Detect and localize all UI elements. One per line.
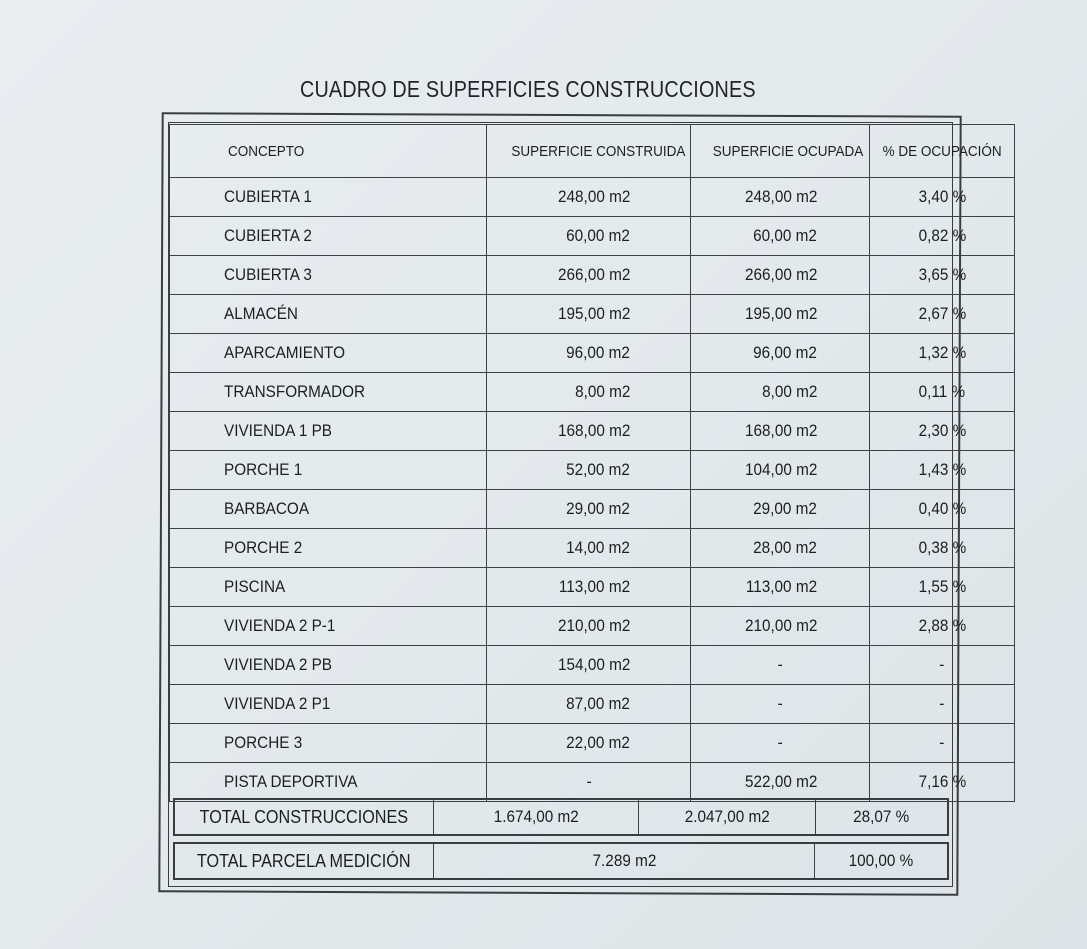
header-porcentaje-ocupacion: % DE OCUPACIÓN [870, 125, 1015, 178]
table-row [170, 451, 1015, 490]
cell-superficie-ocupada: - [691, 646, 870, 685]
cell-porcentaje-ocupacion: 2,67 % [870, 295, 1015, 334]
table-row [170, 685, 1015, 724]
table-row [170, 568, 1015, 607]
surfaces-table [169, 124, 1015, 802]
cell-porcentaje-ocupacion: 7,16 % [870, 763, 1015, 802]
table-row [170, 217, 1015, 256]
cell-porcentaje-ocupacion: 0,40 % [870, 490, 1015, 529]
cell-concepto: CUBIERTA 1 [170, 178, 487, 217]
table-row [170, 529, 1015, 568]
cell-superficie-ocupada: 104,00 m2 [691, 451, 870, 490]
cell-superficie-construida: 210,00 m2 [487, 607, 691, 646]
table-row [170, 412, 1015, 451]
cell-superficie-construida: 29,00 m2 [487, 490, 691, 529]
cell-superficie-ocupada: - [691, 685, 870, 724]
cell-concepto: CUBIERTA 2 [170, 217, 487, 256]
cell-superficie-ocupada: - [691, 724, 870, 763]
table-row [170, 295, 1015, 334]
cell-concepto: VIVIENDA 2 P-1 [170, 607, 487, 646]
total-parcela-superficie: 7.289 m2 [434, 844, 815, 878]
table-row [170, 646, 1015, 685]
cell-porcentaje-ocupacion: - [870, 646, 1015, 685]
cell-concepto: PORCHE 3 [170, 724, 487, 763]
total-construcciones-ocupacion: 28,07 % [853, 807, 910, 826]
cell-superficie-construida: 52,00 m2 [487, 451, 691, 490]
table-row [170, 334, 1015, 373]
table-row [170, 490, 1015, 529]
cell-superficie-construida: 248,00 m2 [487, 178, 691, 217]
header-concepto: CONCEPTO [170, 125, 487, 178]
cell-superficie-construida: 154,00 m2 [487, 646, 691, 685]
cell-concepto: PISCINA [170, 568, 487, 607]
table-row [170, 607, 1015, 646]
table-row [170, 256, 1015, 295]
cell-porcentaje-ocupacion: 0,11 % [870, 373, 1015, 412]
cell-superficie-ocupada: 8,00 m2 [691, 373, 870, 412]
cell-concepto: VIVIENDA 2 PB [170, 646, 487, 685]
cell-concepto: VIVIENDA 1 PB [170, 412, 487, 451]
cell-concepto: PISTA DEPORTIVA [170, 763, 487, 802]
cell-superficie-ocupada: 60,00 m2 [691, 217, 870, 256]
cell-porcentaje-ocupacion: - [870, 724, 1015, 763]
table-row [170, 724, 1015, 763]
cell-superficie-construida: 266,00 m2 [487, 256, 691, 295]
total-parcela-ocupacion: 100,00 % [848, 851, 914, 870]
total-construcciones-construida: 1.674,00 m2 [434, 800, 639, 834]
cell-porcentaje-ocupacion: 3,40 % [870, 178, 1015, 217]
cell-porcentaje-ocupacion: - [870, 685, 1015, 724]
cell-superficie-ocupada: 168,00 m2 [691, 412, 870, 451]
cell-porcentaje-ocupacion: 1,32 % [870, 334, 1015, 373]
table-row [170, 373, 1015, 412]
cell-concepto: TRANSFORMADOR [170, 373, 487, 412]
cell-superficie-construida: 195,00 m2 [487, 295, 691, 334]
cell-superficie-construida: 113,00 m2 [487, 568, 691, 607]
cell-superficie-ocupada: 522,00 m2 [691, 763, 870, 802]
table-row [170, 178, 1015, 217]
cell-superficie-construida: 14,00 m2 [487, 529, 691, 568]
cell-superficie-ocupada: 210,00 m2 [691, 607, 870, 646]
document-title: CUADRO DE SUPERFICIES CONSTRUCCIONES [300, 76, 756, 102]
cell-concepto: CUBIERTA 3 [170, 256, 487, 295]
cell-superficie-ocupada: 195,00 m2 [691, 295, 870, 334]
cell-superficie-ocupada: 96,00 m2 [691, 334, 870, 373]
cell-superficie-construida: 8,00 m2 [487, 373, 691, 412]
total-construcciones-ocupada: 2.047,00 m2 [639, 800, 816, 834]
cell-concepto: BARBACOA [170, 490, 487, 529]
total-parcela-label: TOTAL PARCELA MEDICIÓN [175, 844, 434, 878]
cell-superficie-ocupada: 29,00 m2 [691, 490, 870, 529]
cell-superficie-ocupada: 248,00 m2 [691, 178, 870, 217]
cell-porcentaje-ocupacion: 0,38 % [870, 529, 1015, 568]
cell-superficie-construida: 87,00 m2 [487, 685, 691, 724]
header-superficie-ocupada: SUPERFICIE OCUPADA [691, 125, 870, 178]
total-parcela-row [173, 842, 949, 880]
table-header-row [170, 125, 1015, 178]
cell-porcentaje-ocupacion: 1,43 % [870, 451, 1015, 490]
cell-superficie-construida: 22,00 m2 [487, 724, 691, 763]
cell-superficie-construida: 168,00 m2 [487, 412, 691, 451]
cell-superficie-ocupada: 113,00 m2 [691, 568, 870, 607]
cell-porcentaje-ocupacion: 3,65 % [870, 256, 1015, 295]
cell-porcentaje-ocupacion: 0,82 % [870, 217, 1015, 256]
cell-superficie-construida: 96,00 m2 [487, 334, 691, 373]
cell-porcentaje-ocupacion: 2,30 % [870, 412, 1015, 451]
total-construcciones-label: TOTAL CONSTRUCCIONES [175, 800, 434, 834]
cell-concepto: APARCAMIENTO [170, 334, 487, 373]
cell-concepto: VIVIENDA 2 P1 [170, 685, 487, 724]
cell-porcentaje-ocupacion: 2,88 % [870, 607, 1015, 646]
header-superficie-construida: SUPERFICIE CONSTRUIDA [487, 125, 691, 178]
table-row [170, 763, 1015, 802]
cell-superficie-construida: - [487, 763, 691, 802]
cell-concepto: PORCHE 2 [170, 529, 487, 568]
cell-superficie-construida: 60,00 m2 [487, 217, 691, 256]
cell-superficie-ocupada: 266,00 m2 [691, 256, 870, 295]
total-construcciones-row [173, 798, 949, 836]
cell-superficie-ocupada: 28,00 m2 [691, 529, 870, 568]
cell-concepto: PORCHE 1 [170, 451, 487, 490]
cell-concepto: ALMACÉN [170, 295, 487, 334]
cell-porcentaje-ocupacion: 1,55 % [870, 568, 1015, 607]
